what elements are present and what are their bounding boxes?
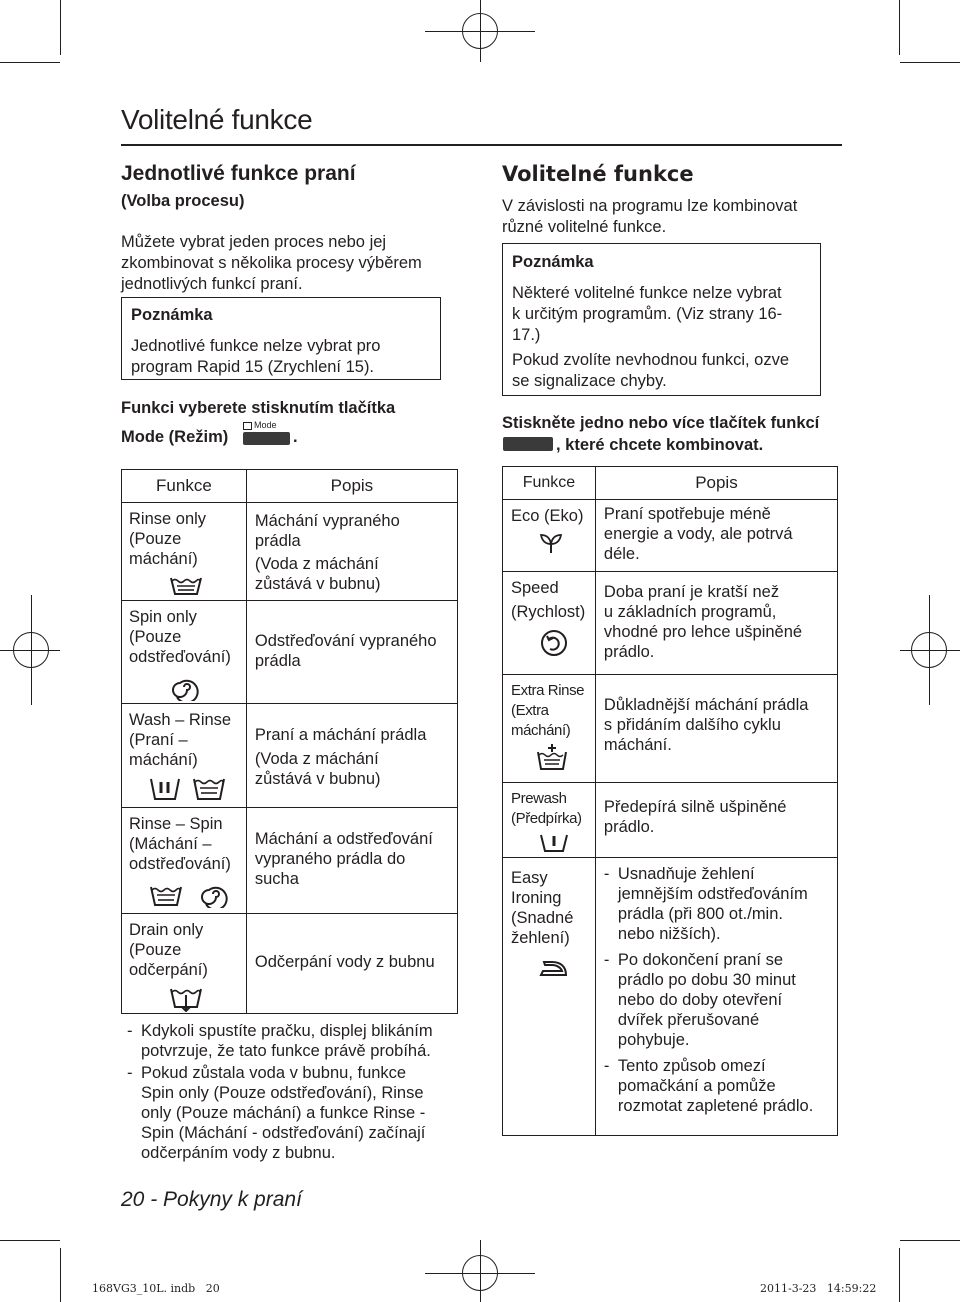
table-row: Prewash (Předpírka) Předepírá silně ušpiněné prádlo. [503, 783, 838, 858]
mode-button: Mode [243, 419, 290, 446]
right-note-text-2: Pokud zvolíte nevhodnou funkci, ozve se signalizace chyby. [512, 351, 790, 390]
table-header [503, 467, 838, 500]
table-row: Speed (Rychlost) Doba praní je kratší než u základních programů, vhodné pro lehce ušpiněné prádlo. [503, 572, 838, 675]
spin-icon [169, 673, 199, 701]
list-item: - Po dokončení praní se prádlo po dobu 30 minut nebo do doby otevření dvířek přerušované pohybuje. [604, 950, 831, 1050]
function-button-graphic [503, 437, 553, 451]
table-row: Drain only (Pouze odčerpání) Odčerpání vody z bubnu [122, 914, 458, 1014]
right-function-table [502, 466, 838, 1136]
title-rule [121, 144, 842, 146]
left-instruction-1: Funkci vyberete stisknutím tlačítka [121, 399, 396, 417]
left-note-title: Poznámka [131, 306, 213, 324]
right-intro: V závislosti na programu lze kombinovat různé volitelné funkce. [502, 197, 798, 236]
list-item: - Kdykoli spustíte pračku, displej blikáním potvrzuje, že tato funkce právě probíhá. [127, 1021, 467, 1061]
left-intro: Můžete vybrat jeden proces nebo jej zkombinovat s několika procesy výběrem jednotlivých funkcí praní. [121, 233, 422, 293]
left-subheading: (Volba procesu) [121, 192, 245, 210]
speed-icon [539, 628, 569, 658]
right-note-title: Poznámka [512, 253, 594, 271]
table-row: Eco (Eko) Praní spotřebuje méně energie a vody, ale potrvá déle. [503, 500, 838, 572]
left-function-table [121, 469, 458, 1014]
right-note-text-1: Některé volitelné funkce nelze vybrat k určitým programům. (Viz strany 16- 17.) [512, 284, 783, 344]
iron-icon [539, 956, 569, 978]
list-item: - Pokud zůstala voda v bubnu, funkce Spin only (Pouze odstřeďování), Rinse only (Pouze máchání) a funkce Rinse - Spin (Máchání - odstřeďování) začínají odčerpáním vody z bubnu. [127, 1063, 467, 1163]
left-instruction-end: . [293, 428, 298, 446]
list-item: - Tento způsob omezí pomačkání a pomůže rozmotat zapletené prádlo. [604, 1056, 831, 1116]
rinse-icon [149, 884, 183, 908]
list-item: - Usnadňuje žehlení jemnějším odstřeďováním prádla (při 800 ot./min. nebo nižších). [604, 864, 831, 944]
drain-icon [169, 986, 203, 1012]
print-date-label: 2011-3-23 14:59:22 [760, 1282, 877, 1295]
left-heading: Jednotlivé funkce praní [121, 162, 356, 185]
spin-icon [198, 880, 228, 908]
col-header-desc: Popis [595, 467, 837, 500]
right-heading: Volitelné funkce [502, 162, 694, 186]
table-row: Rinse only (Pouze máchání) Máchání vypraného prádla (Voda z máchání zůstává v bubnu) [122, 503, 458, 601]
extra-rinse-icon [535, 743, 569, 771]
page-footer: 20 - Pokyny k praní [121, 1188, 302, 1211]
right-note-box [502, 243, 821, 396]
page-title: Volitelné funkce [121, 104, 313, 135]
prewash-icon [539, 831, 569, 853]
wash-icon [149, 776, 181, 802]
col-header-desc: Popis [246, 470, 457, 503]
print-file-label: 168VG3_10L. indb 20 [92, 1282, 220, 1295]
left-note-text: Jednotlivé funkce nelze vybrat pro program Rapid 15 (Zrychlení 15). [131, 337, 381, 376]
col-header-function: Funkce [122, 470, 247, 503]
rinse-icon [192, 776, 226, 802]
eco-leaf-icon [539, 532, 563, 554]
right-instruction-1: Stiskněte jedno nebo více tlačítek funkcí [502, 414, 820, 432]
table-row: Rinse – Spin (Máchání – odstřeďování) Máchání a odstřeďování vypraného prádla do sucha [122, 808, 458, 914]
easy-ironing-bullets [604, 864, 831, 1116]
left-instruction-2: Mode (Režim) [121, 428, 229, 446]
mode-glyph-icon [243, 422, 252, 430]
table-row: Spin only (Pouze odstřeďování) Odstřeďování vypraného prádla [122, 601, 458, 704]
col-header-function: Funkce [503, 467, 596, 500]
left-bullets [127, 1021, 467, 1163]
table-row: Extra Rinse (Extra máchání) Důkladnější máchání prádla s přidáním dalšího cyklu máchání. [503, 675, 838, 783]
table-row: Wash – Rinse (Praní – máchání) Praní a máchání prádla (Voda z máchání zůstává v bubnu) [122, 704, 458, 808]
rinse-icon [169, 575, 203, 597]
right-instruction-2: , které chcete kombinovat. [556, 436, 764, 454]
rinse-spin-icon [149, 880, 246, 913]
table-row: Easy Ironing (Snadné žehlení) - Usnadňuje žehlení jemnějším odstřeďováním prádla (při 800 ot./min. nebo nižších). - Po dokončení praní se prádlo po dobu 30 minut nebo do doby otevření dvířek přerušované pohybuje. - Tento způsob omezí pomačkání a pomůže rozmotat zapletené prádlo. [503, 858, 838, 1136]
table-header [122, 470, 458, 503]
left-note-box [121, 297, 441, 380]
wash-rinse-icon [149, 776, 246, 807]
